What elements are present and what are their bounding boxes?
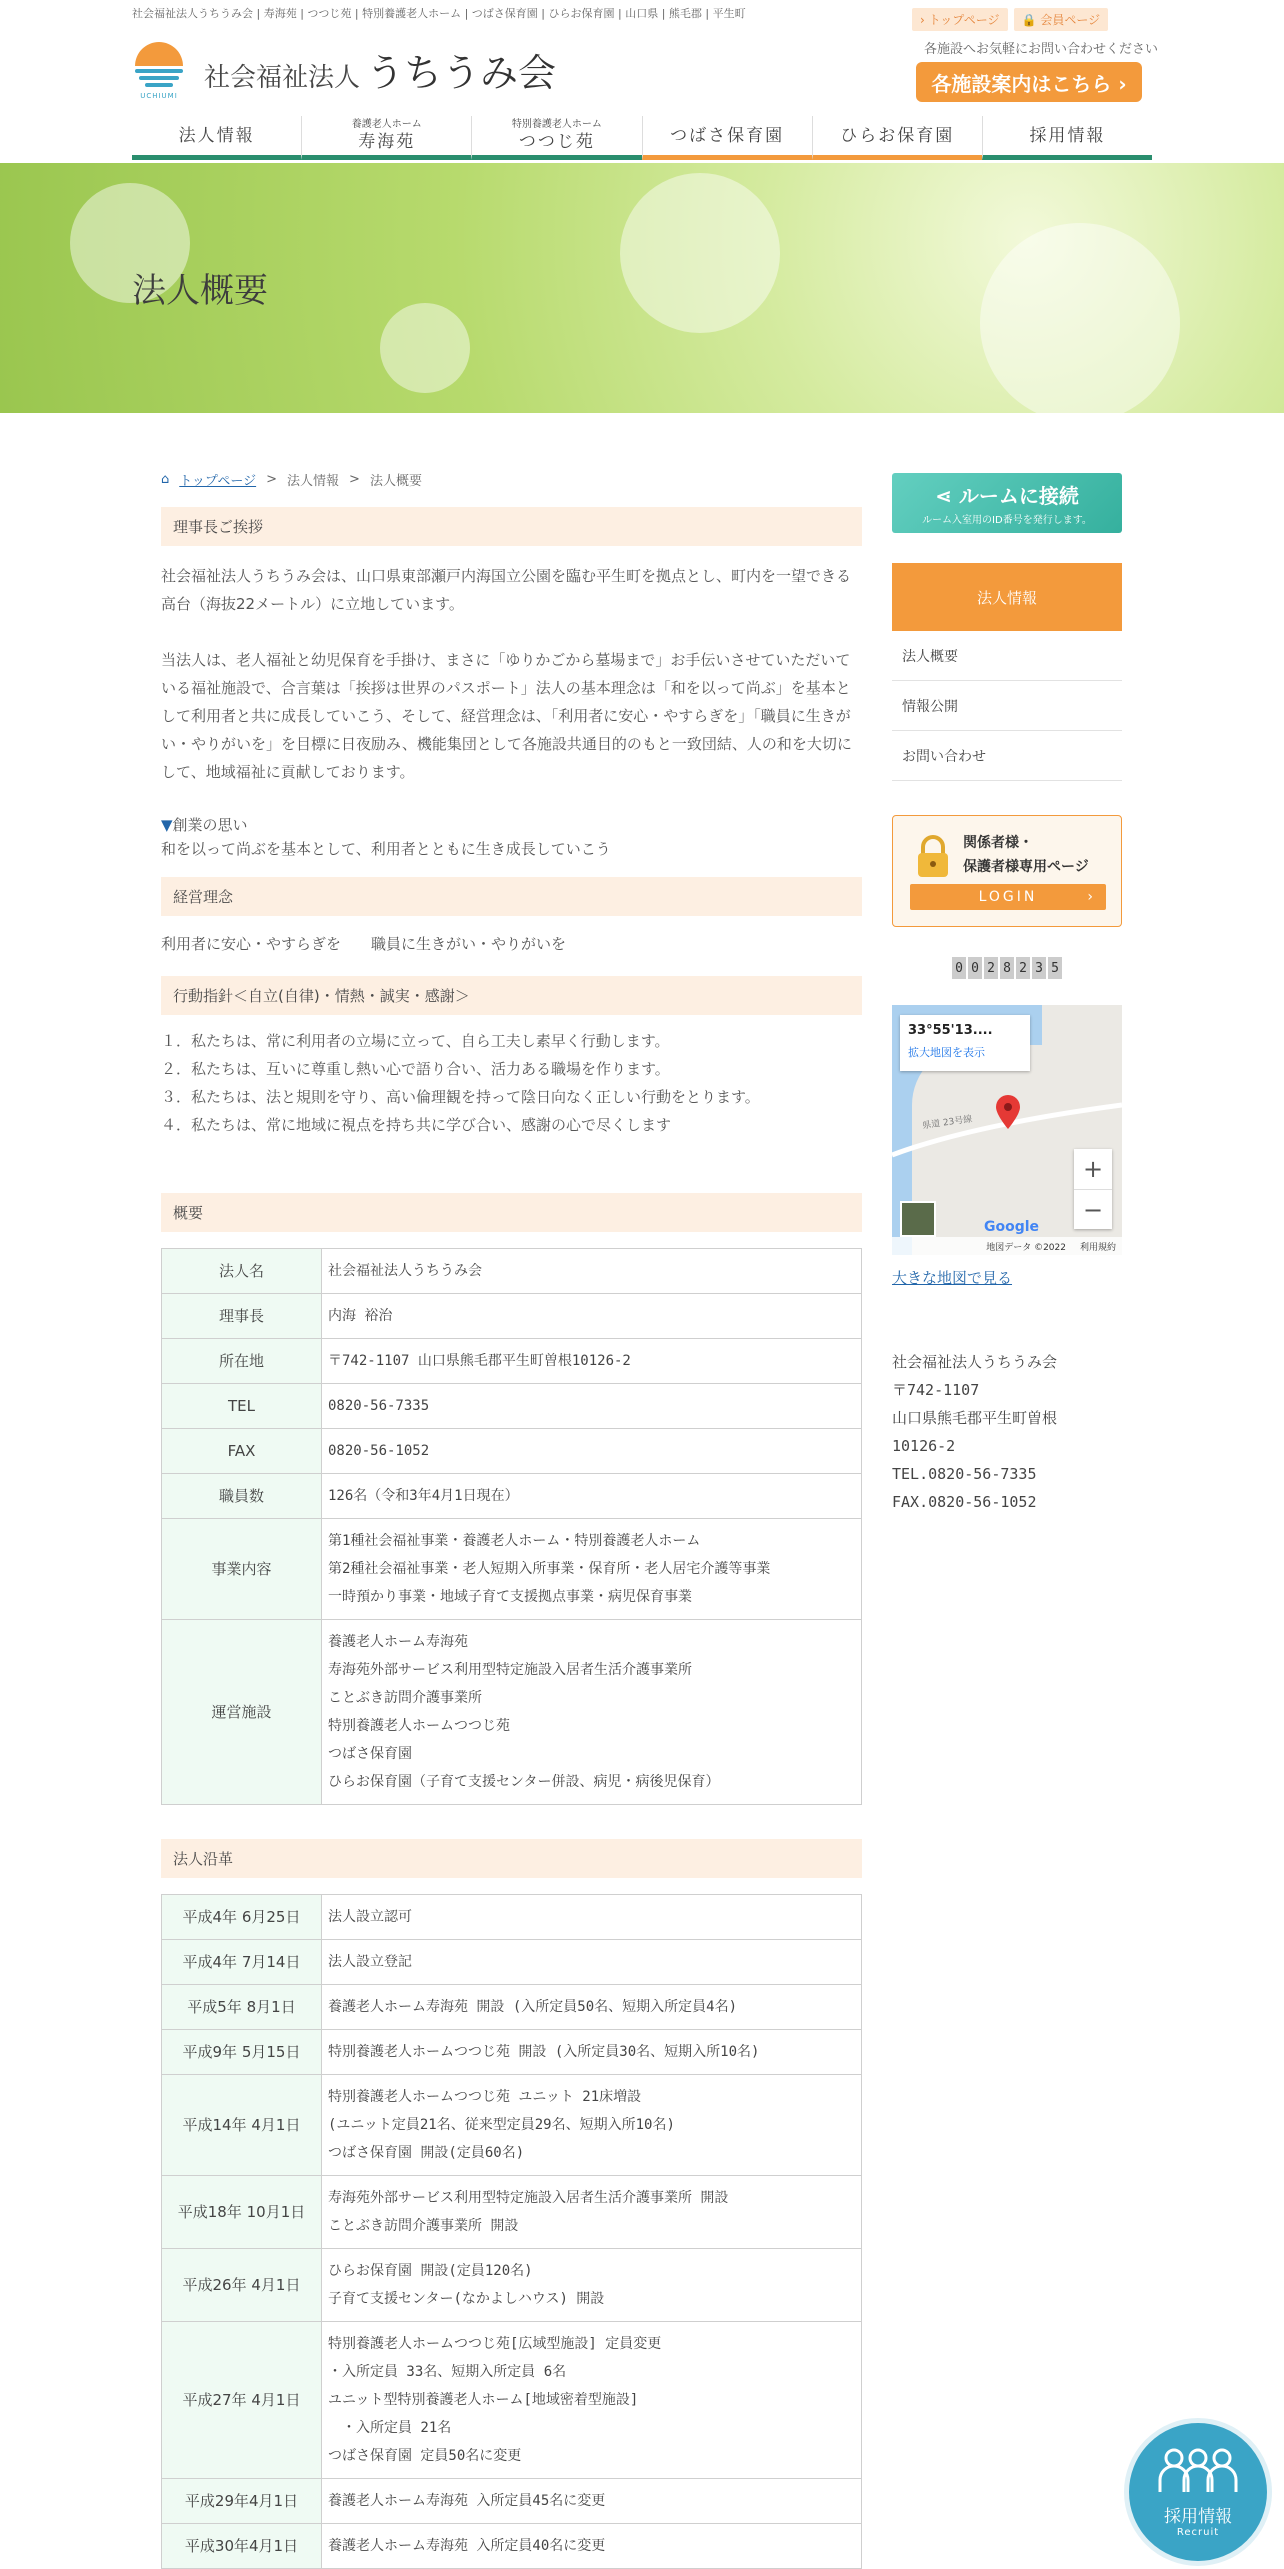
table-value-cell: 第1種社会福祉事業・養護老人ホーム・特別養護老人ホーム 第2種社会福祉事業・老人短期入所事業・保育所・老人居宅介護等事業 一時預かり事業・地域子育て支援拠点事業・病児保育事業 [322, 1519, 862, 1620]
counter-digit: 8 [1000, 957, 1014, 979]
table-value-cell: 養護老人ホーム寿海苑 入所定員40名に変更 [322, 2524, 862, 2569]
history-table [161, 1894, 862, 2569]
table-key-cell: 平成4年 7月14日 [162, 1940, 322, 1985]
embedded-map[interactable] [892, 1005, 1122, 1255]
logo-icon[interactable] [131, 36, 187, 102]
side-nav-item-disclosure[interactable]: 情報公開 [892, 681, 1122, 731]
breadcrumb-separator: > [349, 472, 360, 487]
address-line: 〒742-1107 [892, 1381, 980, 1399]
side-nav-item-overview[interactable]: 法人概要 [892, 631, 1122, 681]
logo-text[interactable] [204, 42, 556, 97]
overview-table [161, 1248, 862, 1805]
site-tagline: 社会福祉法人うちうみ会 | 寿海苑 | つつじ苑 | 特別養護老人ホーム | つばさ保育園 | ひらお保育園 | 山口県 | 熊毛郡 | 平生町 [132, 7, 746, 20]
table-value-cell: 特別養護老人ホームつつじ苑 ユニット 21床増設 (ユニット定員21名、従来型定員29名、短期入所10名) つばさ保育園 開設(定員60名) [322, 2075, 862, 2176]
table-row [162, 2249, 862, 2322]
address-line: TEL.0820-56-7335 [892, 1465, 1037, 1483]
hero-banner [0, 163, 1284, 413]
table-row [162, 1429, 862, 1474]
mission-text: 和を以って尚ぶを基本として、利用者とともに生き成長していこう [161, 840, 611, 858]
table-key-cell: TEL [162, 1384, 322, 1429]
mission-heading: ▼創業の思い [161, 816, 248, 834]
table-key-cell: 平成27年 4月1日 [162, 2322, 322, 2479]
table-key-cell: 理事長 [162, 1294, 322, 1339]
map-data-label: 地図データ ©2022 [986, 1242, 1066, 1253]
map-road-label: 県道 23号線 [921, 1114, 973, 1132]
table-row [162, 1384, 862, 1429]
breadcrumb-separator: > [266, 472, 278, 487]
table-key-cell: 平成5年 8月1日 [162, 1985, 322, 2030]
recruit-title: 採用情報 [1164, 2507, 1232, 2527]
table-key-cell: 平成29年4月1日 [162, 2479, 322, 2524]
greeting-paragraph: 社会福祉法人うちうみ会は、山口県東部瀬戸内海国立公園を臨む平生町を拠点とし、町内を一望できる高台（海抜22メートル）に立地しています。 [161, 567, 852, 613]
facility-guide-button[interactable]: 各施設案内はこちら › [916, 62, 1142, 102]
table-key-cell: 平成30年4月1日 [162, 2524, 322, 2569]
greeting-heading: 理事長ご挨拶 [161, 507, 862, 546]
history-heading: 法人沿革 [161, 1839, 862, 1878]
table-value-cell: 内海 裕治 [322, 1294, 862, 1339]
global-nav [132, 116, 1152, 160]
table-row [162, 1940, 862, 1985]
address-line: FAX.0820-56-1052 [892, 1493, 1037, 1511]
nav-item-tsutsujien[interactable]: 特別養護老人ホーム つつじ苑 [471, 116, 641, 160]
table-row [162, 2322, 862, 2479]
login-line1: 関係者様・ [963, 835, 1033, 851]
nav-item-tsubasa[interactable]: つばさ保育園 [642, 116, 812, 160]
philosophy-text: 利用者に安心・やすらぎを 職員に生きがい・やりがいを [161, 935, 567, 953]
table-value-cell: 法人設立認可 [322, 1895, 862, 1940]
login-line2: 保護者様専用ページ [963, 859, 1089, 875]
zoom-out-button[interactable]: − [1074, 1189, 1112, 1229]
share-icon: ⋖ [935, 484, 952, 508]
list-item: ２．私たちは、互いに尊重し熱い心で語り合い、活力ある職場を作ります。 [161, 1060, 670, 1078]
recruit-floating-button[interactable] [1124, 2418, 1272, 2566]
recruit-sub: Recruit [1176, 2527, 1220, 2538]
sidebar-address [892, 1348, 1122, 1516]
table-key-cell: 事業内容 [162, 1519, 322, 1620]
map-coordinates: 33°55'13.... [908, 1023, 993, 1038]
top-link-home[interactable]: › トップページ [912, 8, 1008, 31]
table-value-cell: 養護老人ホーム寿海苑 開設 (入所定員50名、短期入所定員4名) [322, 1985, 862, 2030]
side-nav-item-contact[interactable]: お問い合わせ [892, 731, 1122, 781]
site-header [0, 0, 1284, 156]
table-key-cell: 平成14年 4月1日 [162, 2075, 322, 2176]
breadcrumb-current: 法人概要 [369, 474, 422, 489]
logo-text-small: 社会福祉法人 [204, 63, 361, 93]
map-zoom-control [1074, 1149, 1112, 1229]
table-value-cell: 法人設立登記 [322, 1940, 862, 1985]
breadcrumb-item[interactable]: 法人情報 [287, 474, 340, 489]
table-key-cell: 職員数 [162, 1474, 322, 1519]
table-key-cell: 平成26年 4月1日 [162, 2249, 322, 2322]
table-value-cell: ひらお保育園 開設(定員120名) 子育て支援センター(なかよしハウス) 開設 [322, 2249, 862, 2322]
big-map-link[interactable]: 大きな地図で見る [892, 1269, 1013, 1287]
counter-digit: 5 [1048, 957, 1062, 979]
table-value-cell: 〒742-1107 山口県熊毛郡平生町曽根10126-2 [322, 1339, 862, 1384]
google-logo: Google [984, 1219, 1040, 1235]
table-value-cell: 養護老人ホーム寿海苑 入所定員45名に変更 [322, 2479, 862, 2524]
principles-list [161, 1027, 862, 1139]
sidebar [892, 473, 1122, 1516]
table-value-cell: 社会福祉法人うちうみ会 [322, 1249, 862, 1294]
hero-bokeh [980, 223, 1180, 423]
people-icon [1156, 2446, 1240, 2496]
table-row [162, 2176, 862, 2249]
access-counter [892, 957, 1122, 979]
table-row [162, 2479, 862, 2524]
table-key-cell: 法人名 [162, 1249, 322, 1294]
map-footer [892, 1237, 1122, 1255]
greeting-paragraph: 当法人は、老人福祉と幼児保育を手掛け、まさに「ゆりかごから墓場まで」お手伝いさせていただいている福祉施設で、合言葉は「挨拶は世界のパスポート」法人の基本理念は「和を以って尚ぶ」を基本として利用者と共に成長していこう、そして、経営理念は、「利用者に安心・やすらぎを」「職員に生きがい・やりがいを」を目標に日夜励み、機能集団として各施設共通目的のもと一致団結、人の和を大切にして、地域福祉に貢献しております。 [161, 651, 852, 781]
room-connect-sub: ルーム入室用のID番号を発行します。 [922, 515, 1092, 526]
table-row [162, 1620, 862, 1805]
nav-item-jukaien[interactable]: 養護老人ホーム 寿海苑 [301, 116, 471, 160]
table-row [162, 1985, 862, 2030]
nav-item-corporate[interactable]: 法人情報 [132, 116, 301, 160]
table-key-cell: FAX [162, 1429, 322, 1474]
breadcrumb [161, 470, 862, 489]
list-item: ４．私たちは、常に地域に視点を持ち共に学び合い、感謝の心で尽くします [161, 1116, 672, 1134]
hero-bokeh [380, 303, 470, 393]
main-content [161, 470, 862, 2569]
address-line: 山口県熊毛郡平生町曽根 [892, 1409, 1058, 1427]
table-value-cell: 126名（令和3年4月1日現在） [322, 1474, 862, 1519]
table-row [162, 2030, 862, 2075]
map-info-box [900, 1015, 1030, 1071]
logo-text-large: うちうみ会 [366, 51, 557, 95]
counter-digit: 2 [1016, 957, 1030, 979]
home-icon: ⌂ [161, 472, 170, 487]
table-key-cell: 所在地 [162, 1339, 322, 1384]
triangle-down-icon: ▼ [161, 816, 173, 834]
logo-subtext: UCHIUMI [140, 92, 178, 100]
list-item: ３．私たちは、法と規則を守り、高い倫理観を持って陰日向なく正しい行動をとります。 [161, 1088, 760, 1106]
table-row [162, 1519, 862, 1620]
hero-bokeh [620, 173, 780, 333]
counter-digit: 0 [968, 957, 982, 979]
table-value-cell: 0820-56-1052 [322, 1429, 862, 1474]
address-line: 社会福祉法人うちうみ会 [892, 1353, 1058, 1371]
table-key-cell: 平成18年 10月1日 [162, 2176, 322, 2249]
chevron-right-icon: › [1087, 889, 1096, 905]
page-title: 法人概要 [132, 271, 268, 311]
table-value-cell: 寿海苑外部サービス利用型特定施設入居者生活介護事業所 開設 ことぶき訪問介護事業所 開設 [322, 2176, 862, 2249]
map-satellite-thumb[interactable] [900, 1201, 936, 1237]
table-row [162, 1294, 862, 1339]
address-line: 10126-2 [892, 1437, 956, 1455]
counter-digit: 3 [1032, 957, 1046, 979]
table-key-cell: 運営施設 [162, 1620, 322, 1805]
table-row [162, 1474, 862, 1519]
table-value-cell: 養護老人ホーム寿海苑 寿海苑外部サービス利用型特定施設入居者生活介護事業所 ことぶき訪問介護事業所 特別養護老人ホームつつじ苑 つばさ保育園 ひらお保育園（子育て支援センター併設、病児・病後児保育） [322, 1620, 862, 1805]
table-key-cell: 平成9年 5月15日 [162, 2030, 322, 2075]
map-pin-icon[interactable] [996, 1095, 1020, 1129]
lock-icon [915, 834, 951, 878]
top-link-member[interactable]: 🔒 会員ページ [1014, 8, 1109, 31]
table-key-cell: 平成4年 6月25日 [162, 1895, 322, 1940]
room-connect-button[interactable] [892, 473, 1122, 533]
overview-heading: 概要 [161, 1193, 862, 1232]
table-row [162, 2075, 862, 2176]
table-row [162, 1339, 862, 1384]
counter-digit: 0 [952, 957, 966, 979]
top-links [912, 8, 1108, 31]
map-enlarge-link[interactable]: 拡大地図を表示 [908, 1046, 985, 1059]
room-connect-title: ⋖ ルームに接続 [935, 484, 1079, 508]
philosophy-heading: 経営理念 [161, 877, 862, 916]
table-row [162, 1249, 862, 1294]
table-row [162, 1895, 862, 1940]
nav-item-hirao[interactable]: ひらお保育園 [812, 116, 982, 160]
table-value-cell: 特別養護老人ホームつつじ苑[広域型施設] 定員変更 ・入所定員 33名、短期入所定員 6名 ユニット型特別養護老人ホーム[地域密着型施設] ・入所定員 21名 つばさ保育園 定員50名に変更 [322, 2322, 862, 2479]
nav-item-recruit[interactable]: 採用情報 [982, 116, 1152, 160]
table-row [162, 2524, 862, 2569]
side-nav-heading: 法人情報 [892, 563, 1122, 631]
login-button[interactable]: LOGIN › [910, 884, 1106, 910]
breadcrumb-home-link[interactable]: トップページ [179, 474, 257, 489]
member-login-box[interactable] [892, 815, 1122, 927]
zoom-in-button[interactable]: + [1082, 1155, 1104, 1183]
map-terms-link[interactable]: 利用規約 [1079, 1242, 1116, 1253]
counter-digit: 2 [984, 957, 998, 979]
table-value-cell: 特別養護老人ホームつつじ苑 開設 (入所定員30名、短期入所10名) [322, 2030, 862, 2075]
principles-heading: 行動指針＜自立(自律)・情熱・誠実・感謝＞ [161, 976, 862, 1015]
table-value-cell: 0820-56-7335 [322, 1384, 862, 1429]
contact-note: 各施設へお気軽にお問い合わせください [924, 42, 1159, 57]
list-item: １．私たちは、常に利用者の立場に立って、自ら工夫し素早く行動します。 [161, 1032, 670, 1050]
